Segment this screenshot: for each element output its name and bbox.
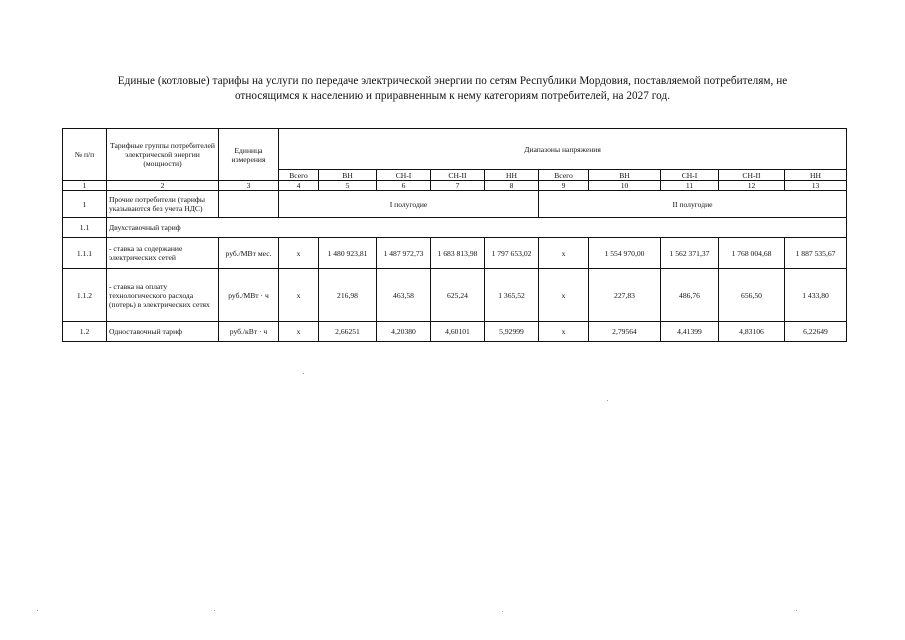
header-num: № п/п (63, 129, 107, 181)
value-cell: 4,60101 (431, 322, 485, 342)
header-sub-cell: НН (785, 170, 847, 181)
row-label: Одноставочный тариф (107, 322, 219, 342)
value-cell: 1 768 004,68 (719, 238, 785, 269)
header-groups: Тарифные группы потребителей электрической энергии (мощности) (107, 129, 219, 181)
value-cell: 1 487 972,73 (377, 238, 431, 269)
header-sub-cell: СН-II (431, 170, 485, 181)
header-unit: Единица измерения (219, 129, 279, 181)
column-number: 11 (661, 181, 719, 191)
row-label: - ставка за содержание электрических сетей (107, 238, 219, 269)
row-label: - ставка на оплату технологического расхода (потерь) в электрических сетях (107, 269, 219, 322)
column-number: 2 (107, 181, 219, 191)
row-num: 1.1 (63, 218, 107, 238)
column-number: 5 (319, 181, 377, 191)
value-cell: 1 554 970,00 (589, 238, 661, 269)
row-num: 1.2 (63, 322, 107, 342)
column-number: 13 (785, 181, 847, 191)
header-sub-cell: НН (485, 170, 539, 181)
value-cell: 1 797 653,02 (485, 238, 539, 269)
value-cell: 5,92999 (485, 322, 539, 342)
value-cell: 463,58 (377, 269, 431, 322)
title-line-1: Единые (котловые) тарифы на услуги по передаче электрической энергии по сетям Республики Мордовия, поставляемой потребителям, не (117, 75, 788, 87)
value-cell: х (539, 269, 589, 322)
scan-speck (303, 373, 304, 374)
row-label: Двухставочный тариф (107, 218, 847, 238)
value-cell: 656,50 (719, 269, 785, 322)
tariff-table (62, 128, 847, 342)
column-number: 1 (63, 181, 107, 191)
value-cell: 6,22649 (785, 322, 847, 342)
value-cell: 2,79564 (589, 322, 661, 342)
scan-speck (37, 610, 38, 611)
header-sub-cell: Всего (279, 170, 319, 181)
value-cell: 216,98 (319, 269, 377, 322)
value-cell: 1 480 923,81 (319, 238, 377, 269)
column-number: 9 (539, 181, 589, 191)
half-year-1-label: I полугодие (279, 191, 539, 218)
title-line-2: относящимся к населению и приравненным к нему категориям потребителей, на 2027 год. (234, 90, 671, 102)
header-sub-cell: ВН (319, 170, 377, 181)
column-number: 12 (719, 181, 785, 191)
half-year-2-label: II полугодие (539, 191, 847, 218)
column-number: 4 (279, 181, 319, 191)
scan-speck (214, 610, 215, 611)
row-num: 1.1.1 (63, 238, 107, 269)
header-sub-cell: СН-I (661, 170, 719, 181)
value-cell: 625,24 (431, 269, 485, 322)
scan-speck (502, 611, 503, 612)
value-cell: х (279, 322, 319, 342)
column-number: 7 (431, 181, 485, 191)
header-sub-cell: СН-I (377, 170, 431, 181)
header-sub-cell: ВН (589, 170, 661, 181)
scan-speck (607, 400, 608, 401)
row-num: 1.1.2 (63, 269, 107, 322)
value-cell: 2,66251 (319, 322, 377, 342)
header-sub-cell: СН-II (719, 170, 785, 181)
header-row (63, 129, 847, 170)
table-row-losses-rate (63, 269, 847, 322)
row-label: Прочие потребители (тарифы указываются без учета НДС) (107, 191, 219, 218)
row-unit: руб./кВт · ч (219, 322, 279, 342)
table-row-single-rate (63, 322, 847, 342)
row-num: 1 (63, 191, 107, 218)
column-number: 6 (377, 181, 431, 191)
value-cell: 1 683 813,98 (431, 238, 485, 269)
value-cell: 227,83 (589, 269, 661, 322)
value-cell: 1 562 371,37 (661, 238, 719, 269)
value-cell: 1 433,80 (785, 269, 847, 322)
row-unit: руб./МВт · ч (219, 269, 279, 322)
value-cell: х (279, 269, 319, 322)
row-unit: руб./МВт мес. (219, 238, 279, 269)
table-row-other-consumers (63, 191, 847, 218)
table-row-two-rate (63, 218, 847, 238)
value-cell: 4,83106 (719, 322, 785, 342)
scan-speck (796, 610, 797, 611)
column-number: 8 (485, 181, 539, 191)
value-cell: 4,41399 (661, 322, 719, 342)
value-cell: х (539, 322, 589, 342)
document-title (70, 74, 835, 104)
table-row-network-rate (63, 238, 847, 269)
value-cell: 486,76 (661, 269, 719, 322)
column-number: 10 (589, 181, 661, 191)
row-unit-empty (219, 191, 279, 218)
value-cell: 4,20380 (377, 322, 431, 342)
header-sub-cell: Всего (539, 170, 589, 181)
header-voltage-ranges: Диапазоны напряжения (279, 129, 847, 170)
column-number: 3 (219, 181, 279, 191)
column-number-row (63, 181, 847, 191)
value-cell: х (539, 238, 589, 269)
value-cell: 1 887 535,67 (785, 238, 847, 269)
value-cell: 1 365,52 (485, 269, 539, 322)
value-cell: х (279, 238, 319, 269)
